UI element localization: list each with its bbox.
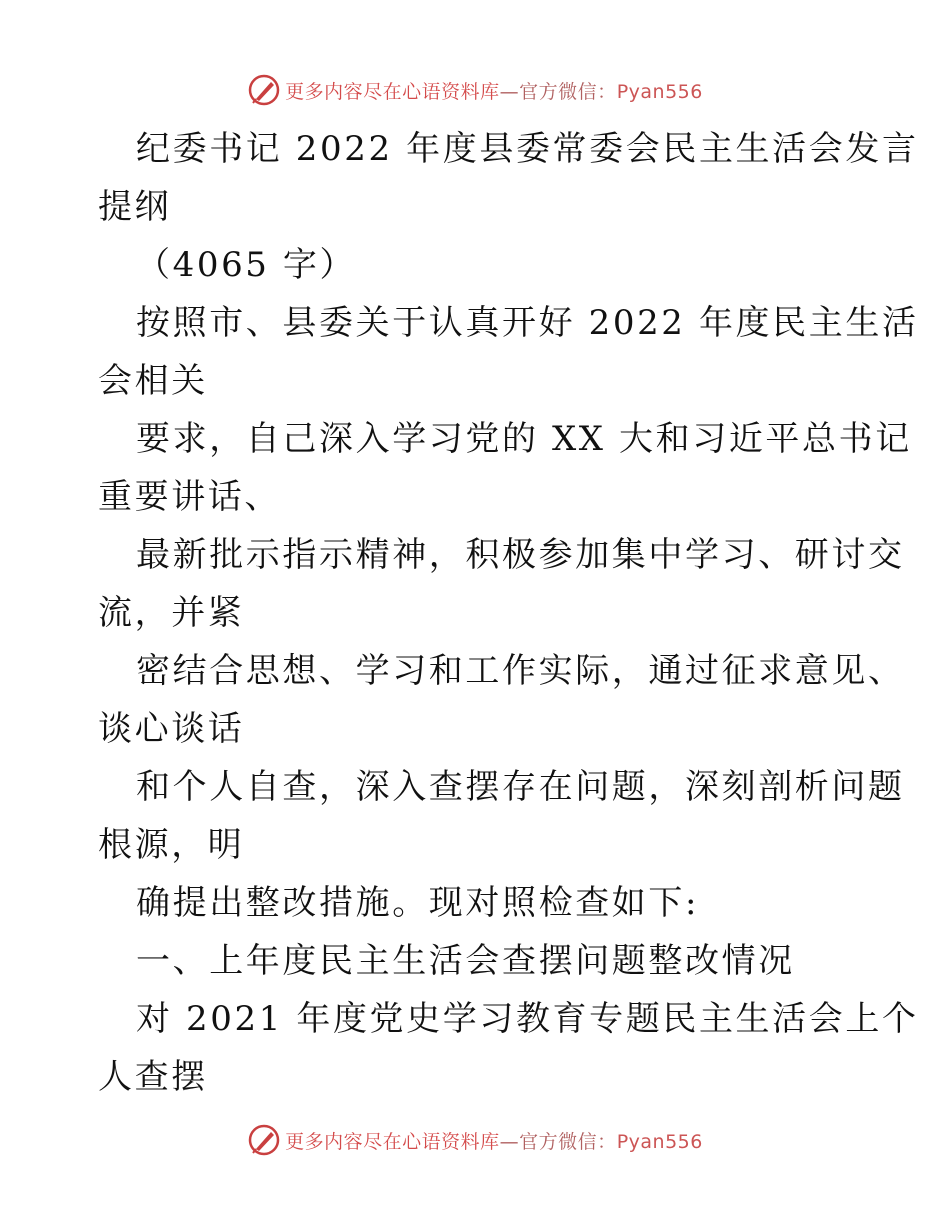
banner-separator: — [499,80,520,103]
banner-separator: — [499,1130,520,1153]
text-line: 提纲 [98,187,172,227]
text-line: 和个人自查，深入查摆存在问题，深刻剖析问题 [136,767,905,807]
quill-logo-icon [247,73,281,107]
text-line: 确提出整改措施。现对照检查如下: [136,883,700,923]
text-line: 密结合思想、学习和工作实际，通过征求意见、 [136,651,905,691]
text-line: 会相关 [98,361,208,401]
footer-banner [0,1120,950,1160]
quill-logo-icon [247,1123,281,1157]
document-body [98,120,919,1106]
text-line: 最新批示指示精神，积极参加集中学习、研讨交 [136,535,905,575]
text-line: 对 2021 年度党史学习教育专题民主生活会上个 [136,999,919,1039]
text-line: 按照市、县委关于认真开好 2022 年度民主生活 [136,303,919,343]
banner-main: 更多内容尽在心语资料库 [285,1130,500,1153]
banner-wechat-id: Pyan556 [616,80,703,103]
text-line: 纪委书记 2022 年度县委常委会民主生活会发言 [136,129,919,169]
header-banner [0,70,950,110]
banner-main: 更多内容尽在心语资料库 [285,80,500,103]
text-line: 要求，自己深入学习党的 XX 大和习近平总书记 [136,419,912,459]
text-line: 根源，明 [98,825,245,865]
banner-wechat-label: 官方微信： [519,1130,617,1153]
banner-text [285,77,703,104]
text-line: 一、上年度民主生活会查摆问题整改情况 [136,941,795,981]
text-line: 流，并紧 [98,593,245,633]
banner-wechat-id: Pyan556 [616,1130,703,1153]
text-line: 谈心谈话 [98,709,245,749]
text-line: 人查摆 [98,1057,208,1097]
text-line: （4065 字） [136,245,357,285]
text-line: 重要讲话、 [98,477,281,517]
banner-wechat-label: 官方微信： [519,80,617,103]
banner-text [285,1127,703,1154]
